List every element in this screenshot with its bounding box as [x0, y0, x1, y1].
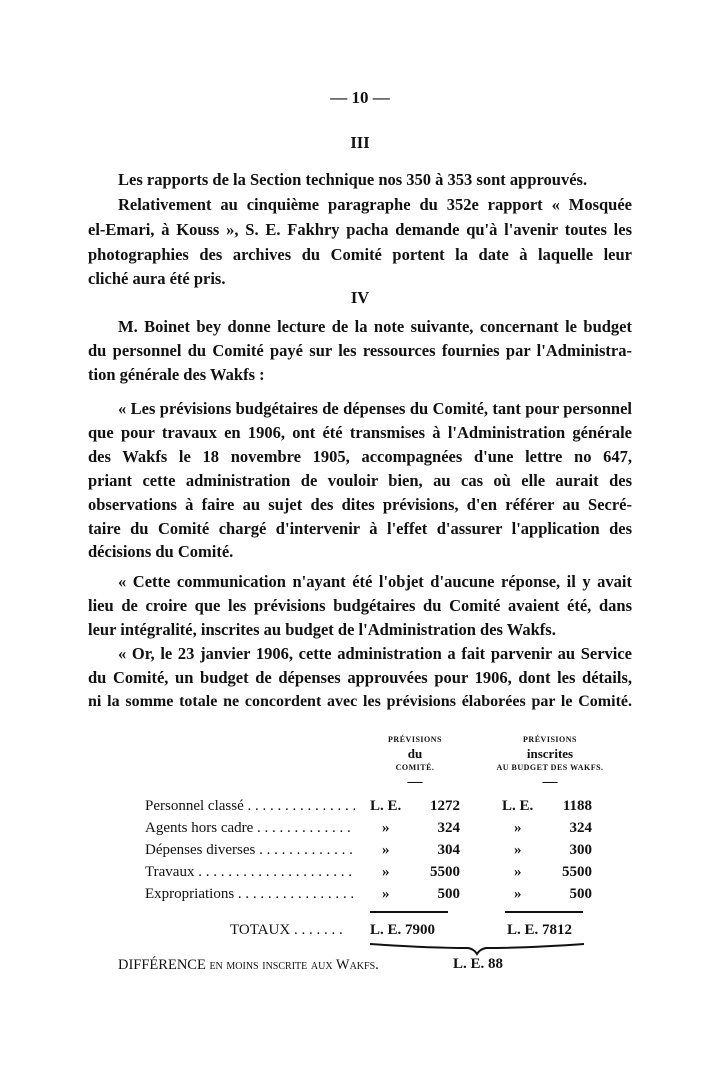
cell-value: 300 [569, 842, 592, 858]
cell-value: 5500 [562, 864, 592, 880]
text-line: ni la somme totale ne concordent avec les prévisions élaborées par le Comité. [88, 693, 632, 710]
cell-value: 324 [437, 820, 460, 836]
col2-header-line: AU BUDGET DES WAKFS. [496, 763, 604, 772]
cell-value: 304 [437, 842, 460, 858]
text-line: Relativement au cinquième paragraphe du 352e rapport « Mosquée [118, 195, 632, 214]
text-line: lieu de croire que les prévisions budgétaires du Comité avaient été, dans [88, 596, 632, 615]
row-label: Expropriations . . . [145, 886, 355, 903]
section-heading-iii: III [350, 133, 370, 152]
col2-header [475, 733, 625, 789]
sum-rule-col2 [505, 911, 583, 913]
cell-prefix: » [514, 842, 522, 858]
col1-header [360, 733, 470, 789]
cell-prefix: » [382, 886, 390, 902]
table-row [145, 842, 640, 864]
cell-prefix: » [514, 820, 522, 836]
text-line: « Cette communication n'ayant été l'objet d'aucune réponse, il y avait [118, 572, 632, 591]
table-row [145, 864, 640, 886]
table-row [145, 886, 640, 908]
total-label-text: TOTAUX [230, 922, 291, 938]
cell-prefix: » [382, 820, 390, 836]
text-line: photographies des archives du Comité portent la date à laquelle leur [88, 245, 632, 264]
col1-header-dash: — [407, 774, 423, 790]
text-line: décisions du Comité. [88, 542, 234, 561]
text-line: priant cette administration de vouloir bien, au cas où elle aurait des [88, 471, 632, 490]
text-line: du personnel du Comité payé sur les ressources fournies par l'Administra- [88, 341, 632, 360]
cell-prefix: » [382, 864, 390, 880]
col2-header-line: PRÉVISIONS [523, 735, 577, 744]
text-line: taire du Comité chargé d'intervenir à l'effet d'assurer l'application des [88, 519, 632, 538]
page-number: — 10 — [330, 88, 390, 107]
cell-value: 5500 [430, 864, 460, 880]
total-label: TOTAUX . . . . . . . [230, 922, 343, 938]
row-label: Travaux . . . [145, 864, 355, 881]
difference-label: DIFFÉRENCE en moins inscrite aux Wakfs. [118, 957, 379, 973]
text-line: tion générale des Wakfs : [88, 365, 265, 384]
table-row [145, 820, 640, 842]
col1-header-line: PRÉVISIONS [388, 735, 442, 744]
total-col1: L. E. 7900 [370, 922, 436, 938]
text-line: que pour travaux en 1906, ont été transmises à l'Administration générale [88, 423, 632, 442]
sum-rule-col1 [370, 911, 448, 913]
cell-value: 324 [569, 820, 592, 836]
text-line: Les rapports de la Section technique nos 350 à 353 sont approuvés. [118, 170, 588, 189]
text-line: du Comité, un budget de dépenses approuvées pour 1906, dont les détails, [88, 668, 632, 687]
col2-header-dash: — [542, 774, 558, 790]
col1-header-line: COMITÉ. [395, 763, 435, 772]
text-line: el-Emari, à Kouss », S. E. Fakhry pacha demande qu'à l'avenir toutes les [88, 220, 632, 239]
cell-prefix: » [514, 886, 522, 902]
row-label: Personnel classé . . . [145, 798, 355, 815]
text-line: observations à faire au sujet des dites prévisions, d'en référer au Secré- [88, 495, 632, 514]
cell-value: 1272 [430, 798, 460, 814]
col1-header-line: du [407, 746, 423, 761]
text-line: M. Boinet bey donne lecture de la note suivante, concernant le budget [118, 317, 632, 336]
total-col2: L. E. 7812 [507, 922, 573, 938]
difference-value: L. E. 88 [453, 956, 504, 972]
cell-value: 500 [437, 886, 460, 902]
text-line: cliché aura été pris. [88, 269, 226, 288]
col2-header-line: inscrites [526, 746, 574, 761]
cell-prefix: L. E. [502, 798, 534, 814]
brace [368, 942, 586, 956]
row-label: Dépenses diverses . . . [145, 842, 355, 859]
text-line: des Wakfs le 18 novembre 1905, accompagnées d'une lettre no 647, [88, 447, 632, 466]
text-line: « Or, le 23 janvier 1906, cette administration a fait parvenir au Service [118, 644, 632, 663]
cell-value: 500 [569, 886, 592, 902]
text-line: « Les prévisions budgétaires de dépenses du Comité, tant pour personnel [118, 399, 632, 418]
cell-prefix: L. E. [370, 798, 402, 814]
table-row [145, 798, 640, 820]
cell-prefix: » [382, 842, 390, 858]
section-heading-iv: IV [350, 288, 370, 307]
cell-value: 1188 [562, 798, 592, 814]
text-line: leur intégralité, inscrites au budget de l'Administration des Wakfs. [88, 620, 556, 639]
row-label: Agents hors cadre . . . [145, 820, 355, 837]
cell-prefix: » [514, 864, 522, 880]
